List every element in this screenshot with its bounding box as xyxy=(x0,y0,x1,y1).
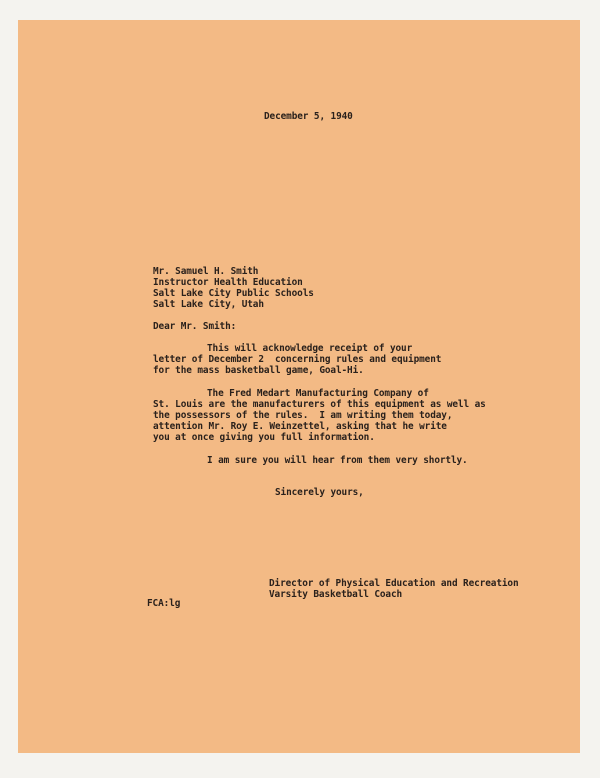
recipient-line: Salt Lake City, Utah xyxy=(153,299,264,310)
body-line: St. Louis are the manufacturers of this equipment as well as xyxy=(153,399,486,410)
signature-title: Varsity Basketball Coach xyxy=(269,589,403,600)
body-line: for the mass basketball game, Goal-Hi. xyxy=(153,365,364,376)
letter-page xyxy=(18,20,580,753)
recipient-line: Salt Lake City Public Schools xyxy=(153,288,314,299)
body-line: letter of December 2 concerning rules and equipment xyxy=(153,354,442,365)
body-line: the possessors of the rules. I am writing them today, xyxy=(153,410,453,421)
body-line: you at once giving you full information. xyxy=(153,432,375,443)
recipient-line: Instructor Health Education xyxy=(153,277,303,288)
body-line: This will acknowledge receipt of your xyxy=(207,343,413,354)
typist-initials: FCA:lg xyxy=(147,598,181,609)
recipient-line: Mr. Samuel H. Smith xyxy=(153,266,259,277)
body-line: The Fred Medart Manufacturing Company of xyxy=(207,388,429,399)
signature-title: Director of Physical Education and Recreation xyxy=(269,578,519,589)
salutation: Dear Mr. Smith: xyxy=(153,321,237,332)
body-line: I am sure you will hear from them very shortly. xyxy=(207,455,468,466)
body-line: attention Mr. Roy E. Weinzettel, asking that he write xyxy=(153,421,447,432)
closing: Sincerely yours, xyxy=(275,487,364,498)
letter-date: December 5, 1940 xyxy=(264,111,353,122)
